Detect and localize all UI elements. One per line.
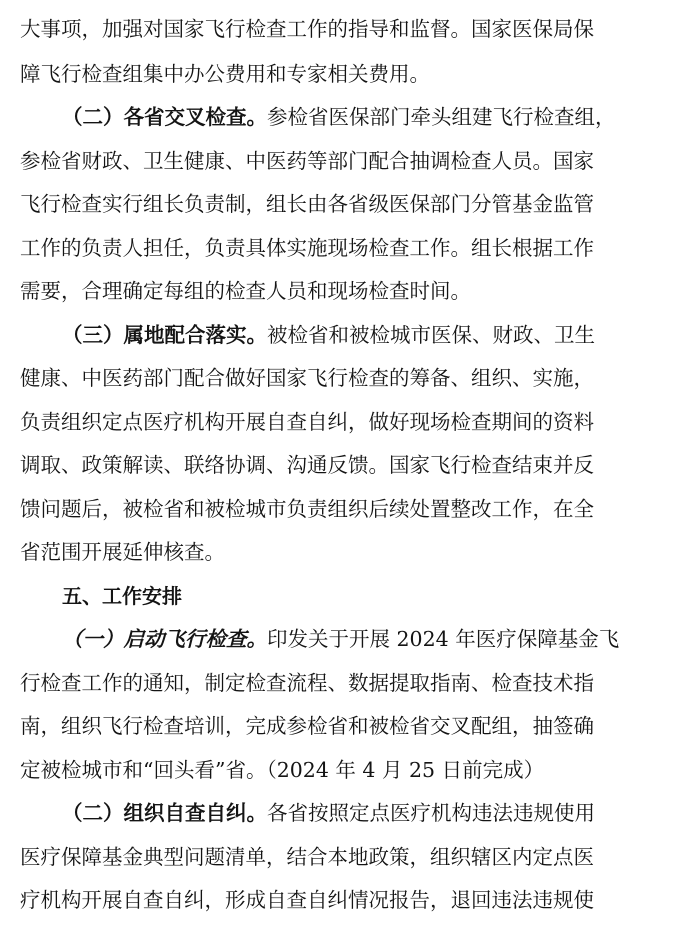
text-span: 定被检城市和“回头看”省。（2024 年 4 月 25 日前完成） [20, 758, 545, 782]
text-line [62, 629, 656, 650]
text-line [20, 847, 656, 868]
text-line [20, 499, 656, 520]
text-line [62, 325, 656, 346]
text-span: 参检省医保部门牵头组建飞行检查组， [267, 105, 616, 129]
text-span: 障飞行检查组集中办公费用和专家相关费用。 [20, 62, 430, 86]
text-span: 医疗保障基金典型问题清单，结合本地政策，组织辖区内定点医 [20, 845, 594, 869]
text-line [20, 368, 656, 389]
text-line [20, 19, 656, 40]
text-line [20, 542, 656, 563]
text-line [20, 455, 656, 476]
text-span: 需要，合理确定每组的检查人员和现场检查时间。 [20, 279, 471, 303]
text-line [20, 412, 656, 433]
text-line [20, 716, 656, 737]
text-line [20, 673, 656, 694]
text-span: 工作的负责人担任，负责具体实施现场检查工作。组长根据工作 [20, 236, 594, 260]
text-line [62, 107, 656, 128]
text-span: 负责组织定点医疗机构开展自查自纠，做好现场检查期间的资料 [20, 410, 594, 434]
text-span: 馈问题后，被检省和被检城市负责组织后续处置整改工作，在全 [20, 497, 594, 521]
text-span: 各省按照定点医疗机构违法违规使用 [267, 801, 595, 825]
text-line [20, 64, 656, 85]
text-span: 南，组织飞行检查培训，完成参检省和被检省交叉配组，抽签确 [20, 714, 594, 738]
section-lead: （二）组织自查自纠。 [62, 801, 267, 825]
section-heading [62, 586, 656, 606]
text-span: 飞行检查实行组长负责制，组长由各省级医保部门分管基金监管 [20, 192, 594, 216]
text-line [62, 803, 656, 824]
text-span: 省范围开展延伸核查。 [20, 540, 225, 564]
text-span: 行检查工作的通知，制定检查流程、数据提取指南、检查技术指 [20, 671, 594, 695]
section-lead: （三）属地配合落实。 [62, 323, 267, 347]
text-line [20, 760, 656, 781]
text-span: 被检省和被检城市医保、财政、卫生 [267, 323, 595, 347]
text-line [20, 194, 656, 215]
text-line [20, 281, 656, 302]
text-span: 印发关于开展 2024 年医疗保障基金飞 [267, 627, 620, 651]
text-span: 调取、政策解读、联络协调、沟通反馈。国家飞行检查结束并反 [20, 453, 594, 477]
text-line [20, 890, 656, 911]
heading-text: 五、工作安排 [62, 584, 182, 608]
text-span: 健康、中医药部门配合做好国家飞行检查的筹备、组织、实施， [20, 366, 594, 390]
text-span: 大事项，加强对国家飞行检查工作的指导和监督。国家医保局保 [20, 17, 594, 41]
section-lead: （二）各省交叉检查。 [62, 105, 267, 129]
section-lead: （一）启动飞行检查。 [62, 627, 267, 651]
text-span: 参检省财政、卫生健康、中医药等部门配合抽调检查人员。国家 [20, 149, 594, 173]
text-span: 疗机构开展自查自纠，形成自查自纠情况报告，退回违法违规使 [20, 888, 594, 912]
text-line [20, 151, 656, 172]
text-line [20, 238, 656, 259]
